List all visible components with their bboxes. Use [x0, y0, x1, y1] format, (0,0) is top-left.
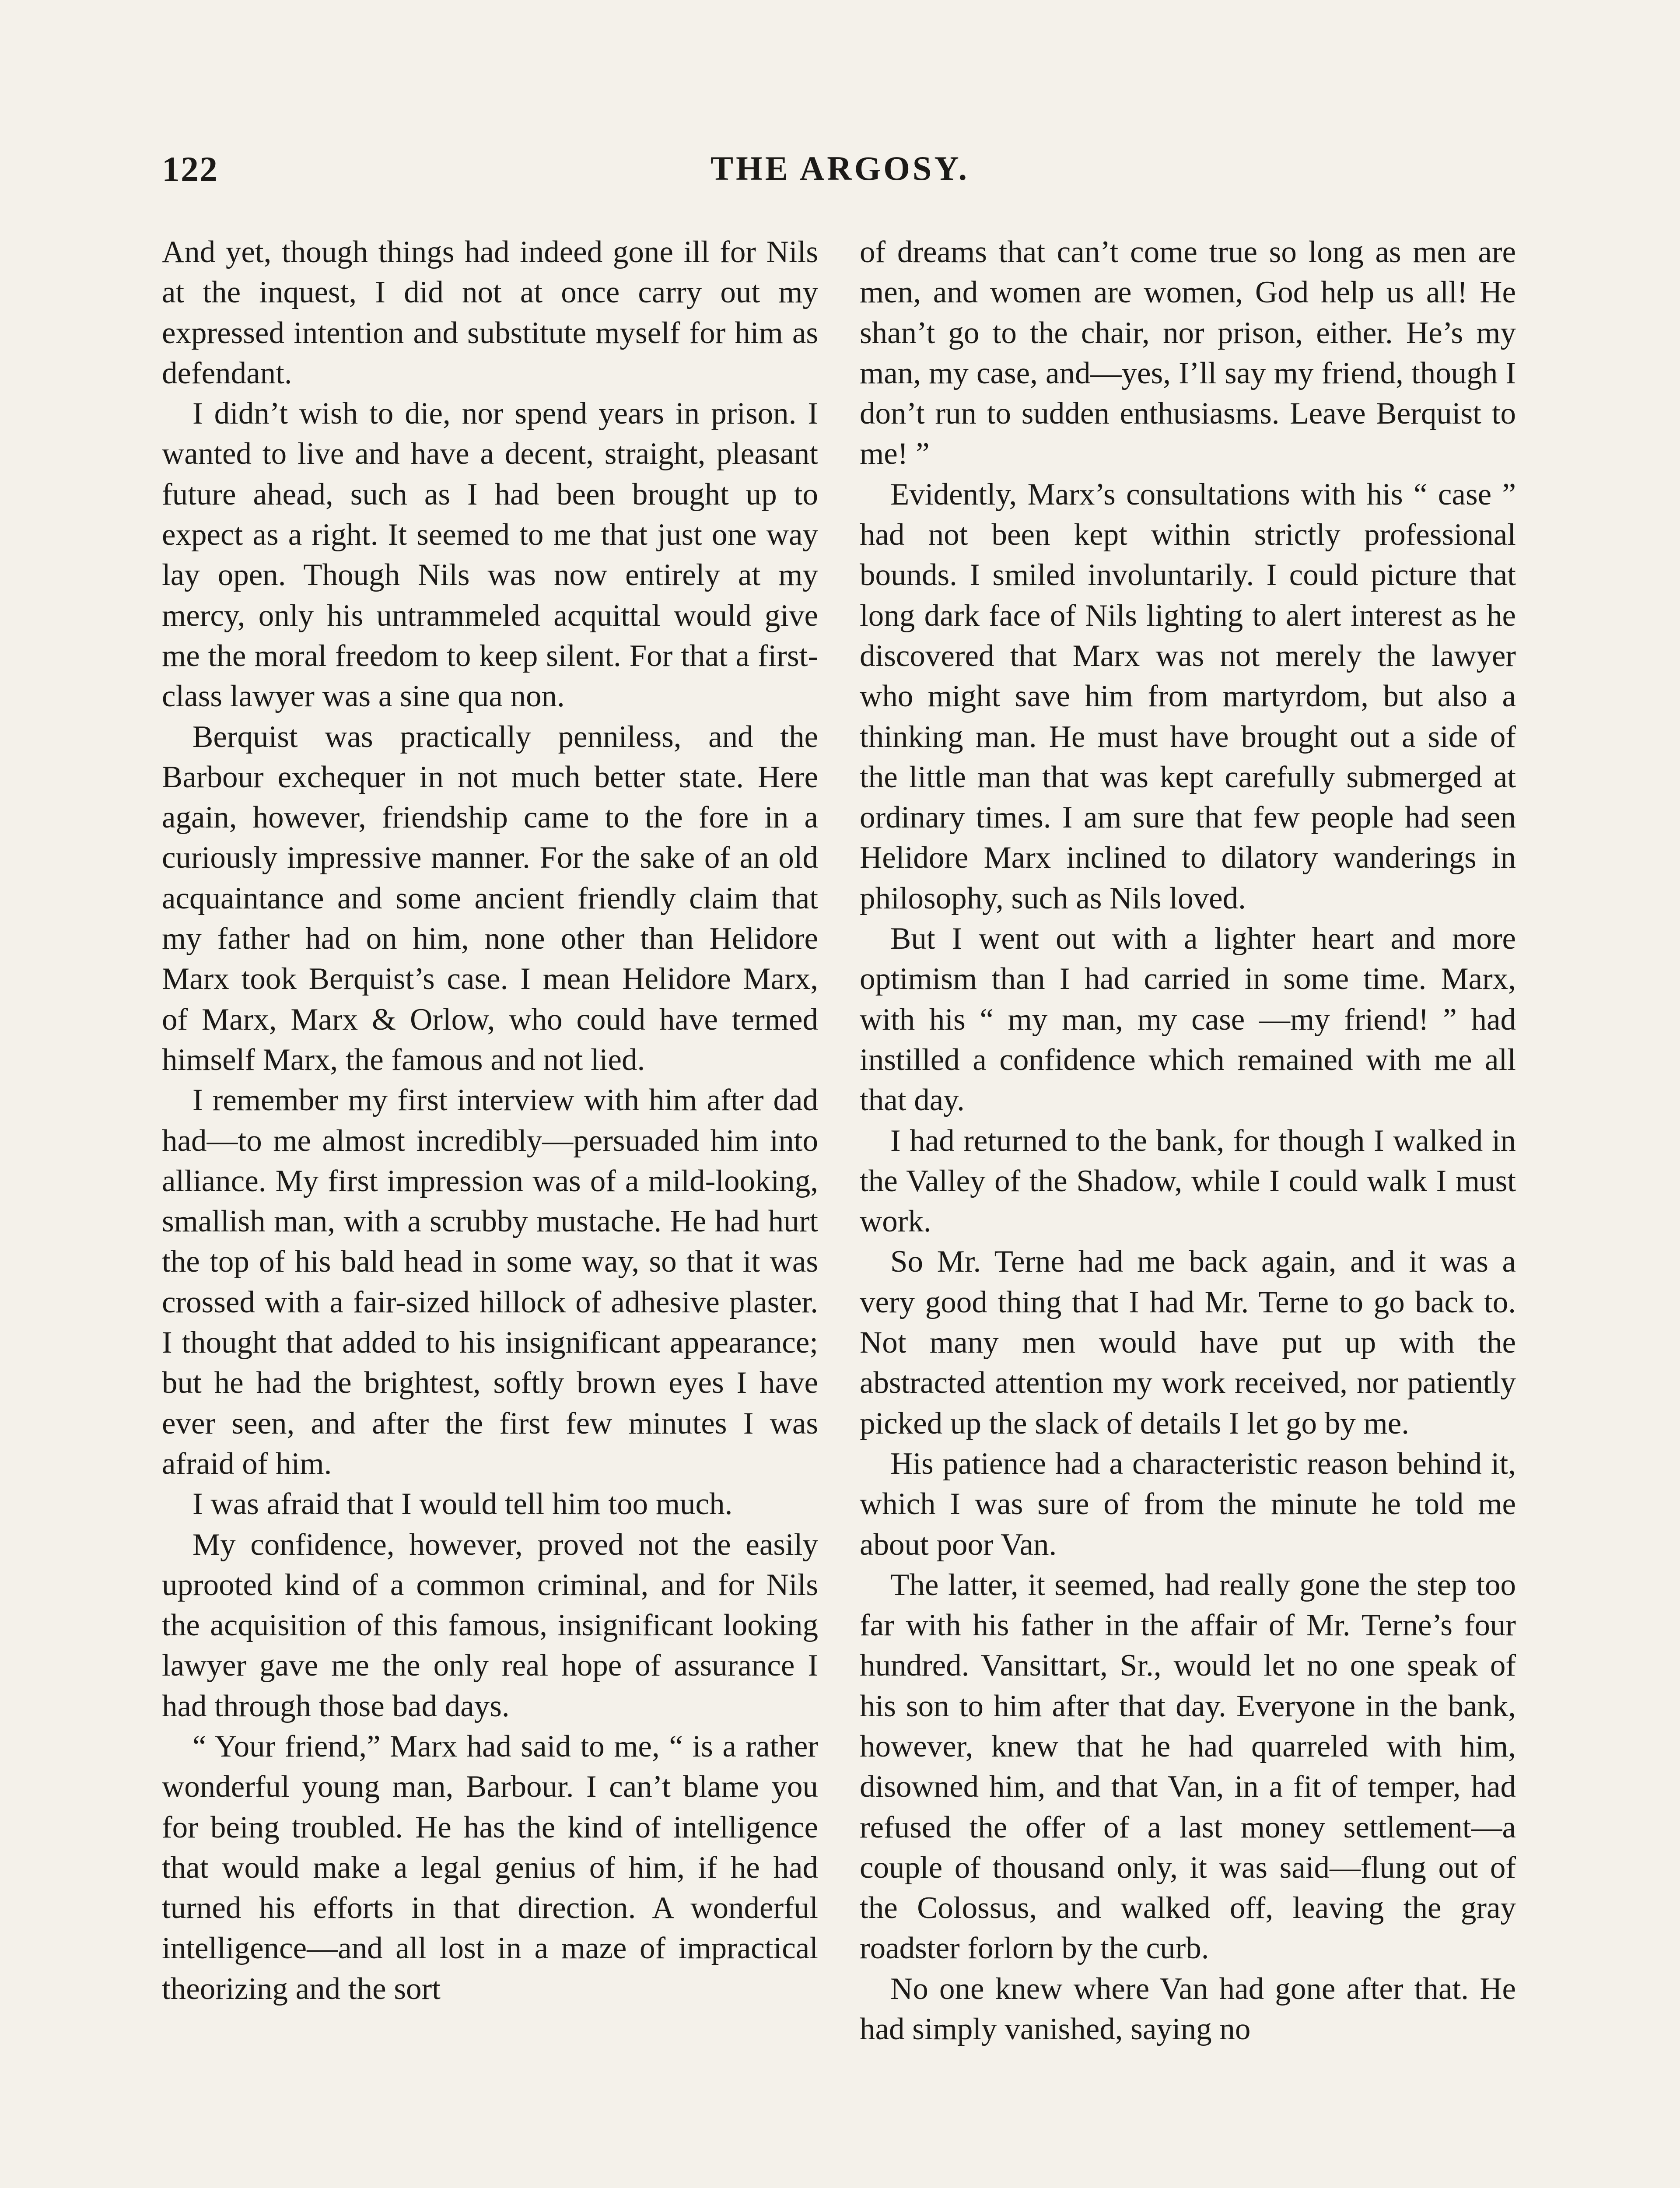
paragraph: His patience had a characteristic reason behind it, which I was sure of from the minute he told me about poor Van.	[860, 1446, 1516, 1562]
running-head: THE ARGOSY.	[710, 149, 970, 187]
page-header	[162, 149, 1518, 197]
paragraph: Evidently, Marx’s consultations with his “ case ” had not been kept within strictly professional bounds. I smiled involuntarily. I could picture that long dark face of Nils lighting to alert interest as he discovered that Marx was not merely the lawyer who might save him from martyrdom, but also a thinking man. He must have brought out a side of the little man that was kept carefully submerged at ordinary times. I am sure that few people had seen Helidore Marx inclined to dilatory wanderings in philosophy, such as Nils loved.	[860, 477, 1516, 915]
paragraph: My confidence, however, proved not the easily uprooted kind of a common criminal, and for Nils the acquisition of this famous, insignificant looking lawyer gave me the only real hope of assurance I had through those bad days.	[162, 1527, 818, 1723]
paragraph: So Mr. Terne had me back again, and it was a very good thing that I had Mr. Terne to go back to. Not many men would have put up with the abstracted attention my work received, nor patiently picked up the slack of details I let go by me.	[860, 1245, 1516, 1441]
paragraph: I remember my first interview with him after dad had—to me almost incredibly—persuaded him into alliance. My first impression was of a mild-looking, smallish man, with a scrubby mustache. He had hurt the top of his bald head in some way, so that it was crossed with a fair-sized hillock of adhesive plaster. I thought that added to his insignificant appearance; but he had the brightest, softly brown eyes I have ever seen, and after the first few minutes I was afraid of him.	[162, 1083, 818, 1481]
page-number: 122	[162, 149, 218, 189]
paragraph: The latter, it seemed, had really gone the step too far with his father in the affair of Mr. Terne’s four hundred. Vansittart, Sr., would let no one speak of his son to him after that day. Everyone in the bank, however, knew that he had quarreled with him, disowned him, and that Van, in a fit of temper, had refused the offer of a last money settlement—a couple of thousand only, it was said—flung out of the Colossus, and walked off, leaving the gray roadster forlorn by the curb.	[860, 1567, 1516, 1966]
paragraph: I had returned to the bank, for though I walked in the Valley of the Shadow, while I could walk I must work.	[860, 1123, 1516, 1239]
paragraph: And yet, though things had indeed gone ill for Nils at the inquest, I did not at once carry out my expressed intention and substitute myself for him as defendant.	[162, 235, 818, 390]
paragraph: Berquist was practically penniless, and the Barbour exchequer in not much better state. Here again, however, friendship came to the fore in a curiously impressive manner. For the sake of an old acquaintance and some ancient friendly claim that my father had on him, none other than Helidore Marx took Berquist’s case. I mean Helidore Marx, of Marx, Marx & Orlow, who could have termed himself Marx, the famous and not lied.	[162, 719, 818, 1077]
paragraph: “ Your friend,” Marx had said to me, “ is a rather wonderful young man, Barbour. I can’t blame you for being troubled. He has the kind of intelligence that would make a legal genius of him, if he had turned his efforts in that direction. A wonderful intelligence—and all lost in a maze of impractical theorizing and the sort	[162, 1729, 818, 2006]
paragraph: No one knew where Van had gone after that. He had simply vanished, saying no	[860, 1971, 1516, 2047]
paragraph: of dreams that can’t come true so long as men are men, and women are women, God help us all! He shan’t go to the chair, nor prison, either. He’s my man, my case, and—yes, I’ll say my friend, though I don’t run to sudden enthusiasms. Leave Berquist to me! ”	[860, 235, 1516, 471]
right-column	[860, 232, 1516, 2049]
paragraph: I didn’t wish to die, nor spend years in prison. I wanted to live and have a decent, straight, pleasant future ahead, such as I had been brought up to expect as a right. It seemed to me that just one way lay open. Though Nils was now entirely at my mercy, only his untrammeled acquittal would give me the moral freedom to keep silent. For that a first-class lawyer was a sine qua non.	[162, 396, 818, 714]
left-column	[162, 232, 818, 2009]
paragraph: But I went out with a lighter heart and more optimism than I had carried in some time. Marx, with his “ my man, my case —my friend! ” had instilled a confidence which remained with me all that day.	[860, 922, 1516, 1118]
paragraph: I was afraid that I would tell him too much.	[192, 1487, 733, 1522]
